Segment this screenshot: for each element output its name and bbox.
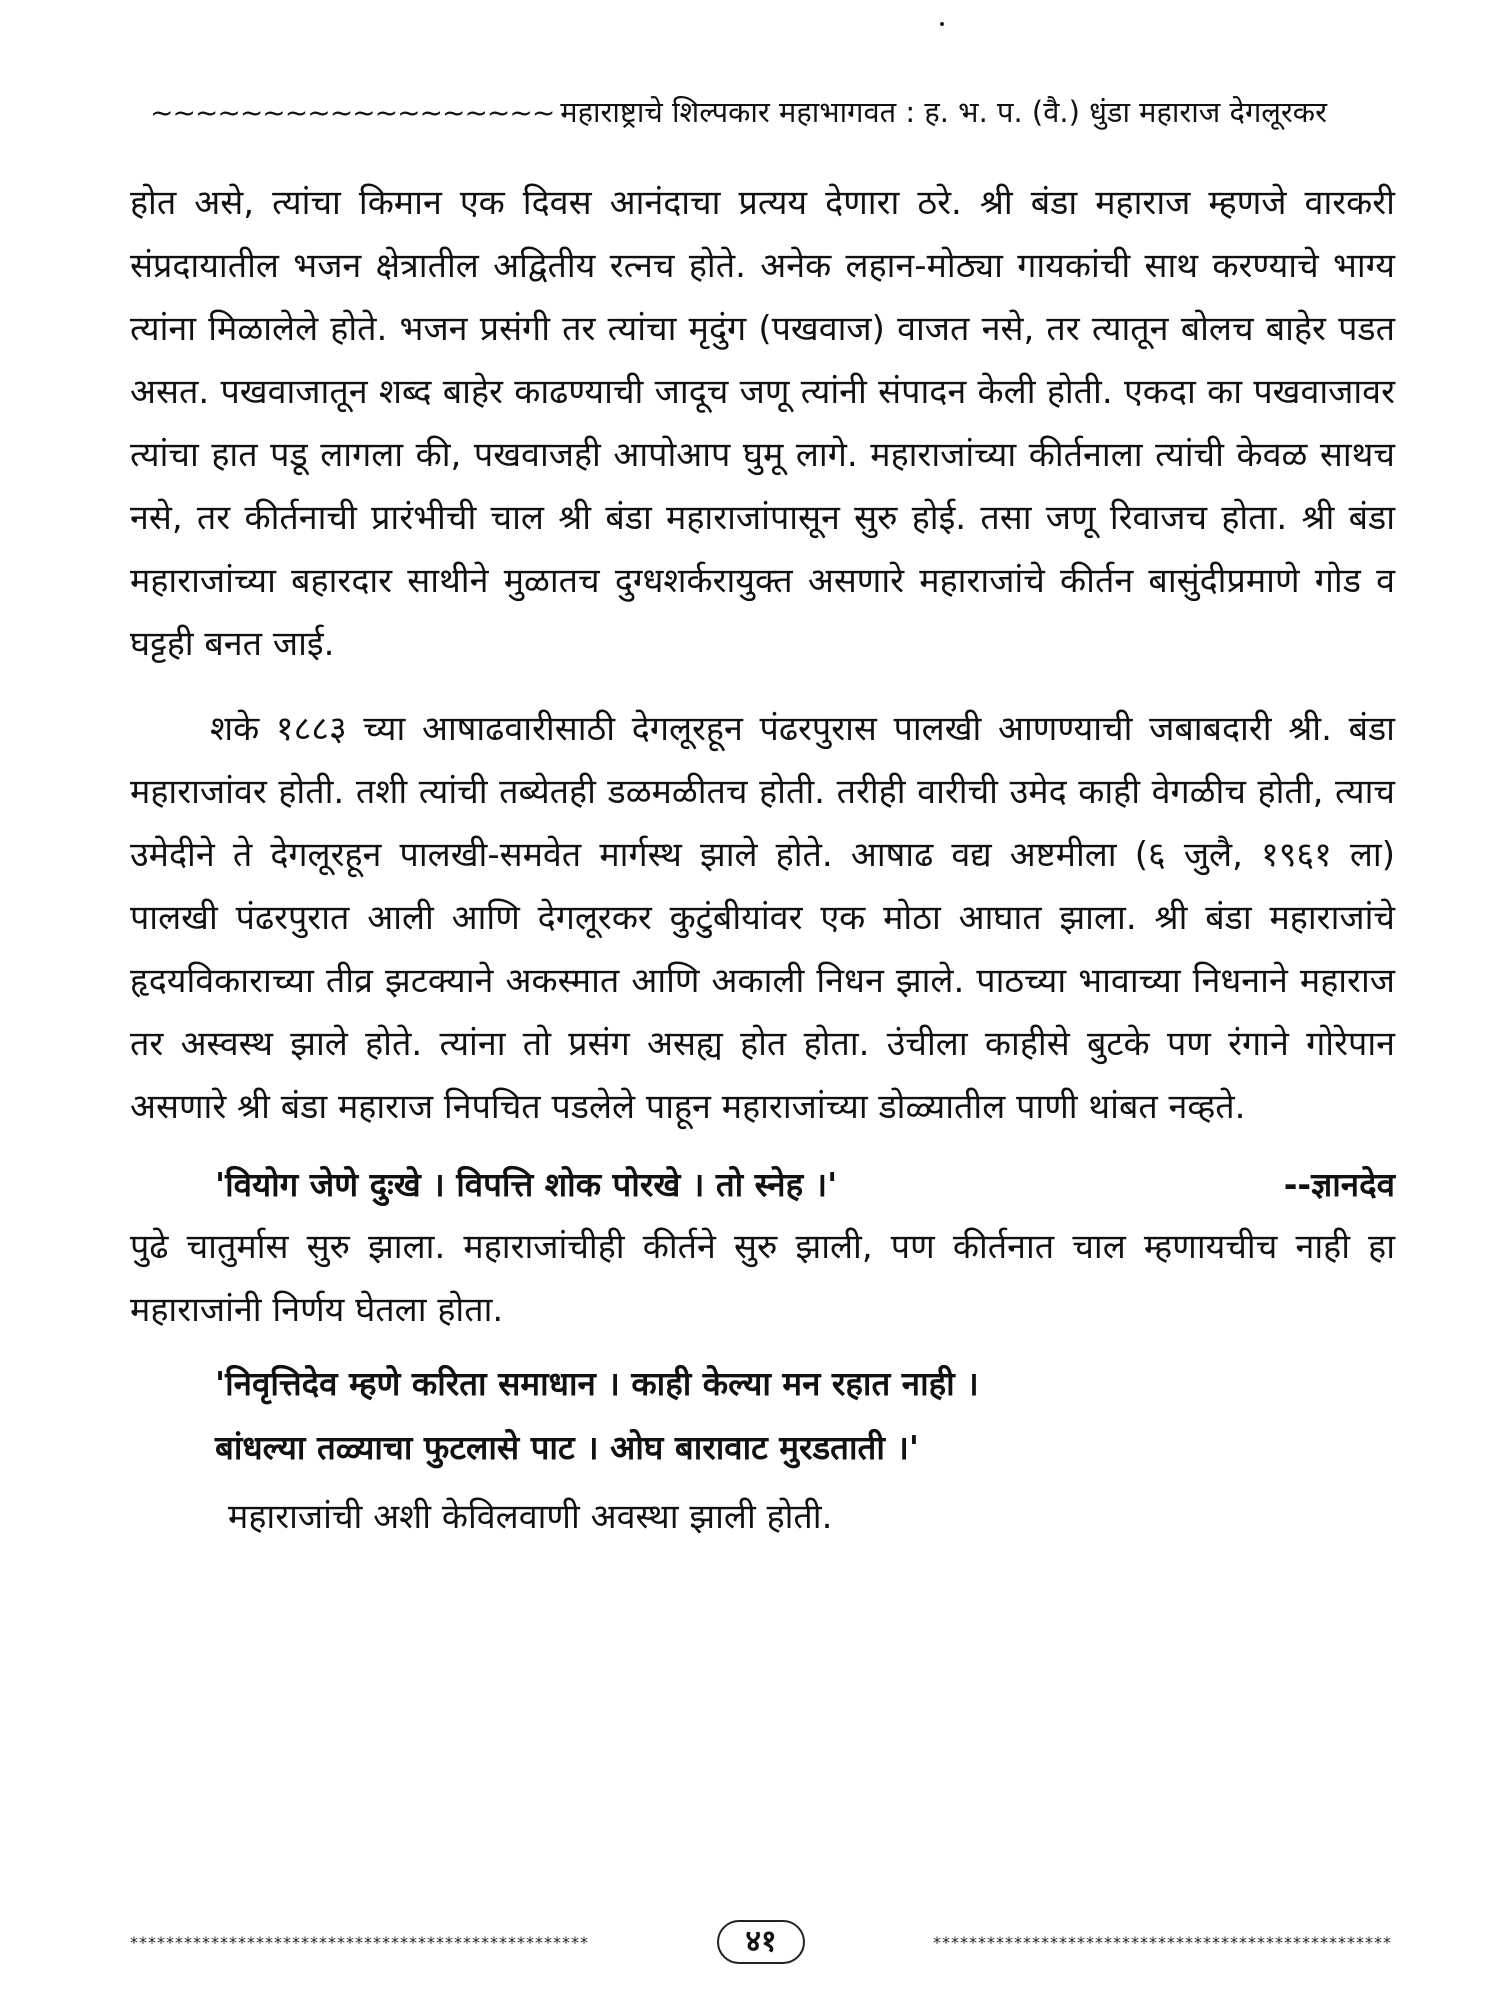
page-number: ४१ [717, 1920, 804, 1964]
paragraph-2: शके १८८३ च्या आषाढवारीसाठी देगलूरहून पंढरपुरास पालखी आणण्याची जबाबदारी श्री. बंडा महाराजांवर होती. तशी त्यांची तब्येतही डळमळीतच होती. तरीही वारीची उमेद काही वेगळीच होती, त्याच उमेदीने ते देगलूरहून पालखी-समवेत मार्गस्थ झाले होते. आषाढ वद्य अष्टमीला (६ जुलै, १९६१ ला) पालखी पंढरपुरात आली आणि देगलूरकर कुटुंबीयांवर एक मोठा आघात झाला. श्री बंडा महाराजांचे हृदयविकाराच्या तीव्र झटक्याने अकस्मात आणि अकाली निधन झाले. पाठच्या भावाच्या निधनाने महाराज तर अस्वस्थ झाले होते. त्यांना तो प्रसंग असह्य होत होता. उंचीला काहीसे बुटके पण रंगाने गोरेपान असणारे श्री बंडा महाराज निपचित पडलेले पाहून महाराजांच्या डोळ्यातील पाणी थांबत नव्हते. [130, 709, 1395, 1127]
closing-line: महाराजांची अशी केविलवाणी अवस्था झाली होती. [228, 1497, 833, 1537]
header-tilde-line: ~~~~~~~~~~~~~~~~~~ [150, 96, 555, 129]
footer-stars-left: *************************************************** [130, 1932, 589, 1952]
verse-2-line-1: 'निवृत्तिदेव म्हणे करिता समाधान । काही केल्या मन रहात नाही । [215, 1364, 979, 1403]
scan-speck [940, 22, 944, 26]
page-body [130, 172, 1395, 1549]
paragraph-3: पुढे चातुर्मास सुरु झाला. महाराजांचीही कीर्तने सुरु झाली, पण कीर्तनात चाल म्हणायचीच नाही हा महाराजांनी निर्णय घेतला होता. [130, 1227, 1395, 1330]
footer-stars-right: *************************************************** [933, 1932, 1392, 1952]
verse-quote-2 [215, 1352, 1395, 1480]
verse-quote-1 [130, 1153, 1395, 1216]
header-title: महाराष्ट्राचे शिल्पकार महाभागवत : ह. भ. प. (वै.) धुंडा महाराज देगलूरकर [560, 95, 1327, 129]
running-header [150, 92, 1408, 131]
verse-1-text: 'वियोग जेणे दुःखे । विपत्ति शोक पोरखे । तो स्नेह ।' [215, 1165, 838, 1204]
page-footer [130, 1920, 1392, 1964]
verse-1-author: --ज्ञानदेव [1283, 1165, 1395, 1204]
paragraph-1: होत असे, त्यांचा किमान एक दिवस आनंदाचा प्रत्यय देणारा ठरे. श्री बंडा महाराज म्हणजे वारकरी संप्रदायातील भजन क्षेत्रातील अद्वितीय रत्नच होते. अनेक लहान-मोठ्या गायकांची साथ करण्याचे भाग्य त्यांना मिळालेले होते. भजन प्रसंगी तर त्यांचा मृदुंग (पखवाज) वाजत नसे, तर त्यातून बोलच बाहेर पडत असत. पखवाजातून शब्द बाहेर काढण्याची जादूच जणू त्यांनी संपादन केली होती. एकदा का पखवाजावर त्यांचा हात पडू लागला की, पखवाजही आपोआप घुमू लागे. महाराजांच्या कीर्तनाला त्यांची केवळ साथच नसे, तर कीर्तनाची प्रारंभीची चाल श्री बंडा महाराजांपासून सुरु होई. तसा जणू रिवाजच होता. श्री बंडा महाराजांच्या बहारदार साथीने मुळातच दुग्धशर्करायुक्त असणारे महाराजांचे कीर्तन बासुंदीप्रमाणे गोड व घट्टही बनत जाई. [130, 183, 1395, 664]
verse-2-line-2: बांधल्या तळ्याचा फुटलासे पाट । ओघ बारावाट मुरडताती ।' [215, 1428, 919, 1467]
